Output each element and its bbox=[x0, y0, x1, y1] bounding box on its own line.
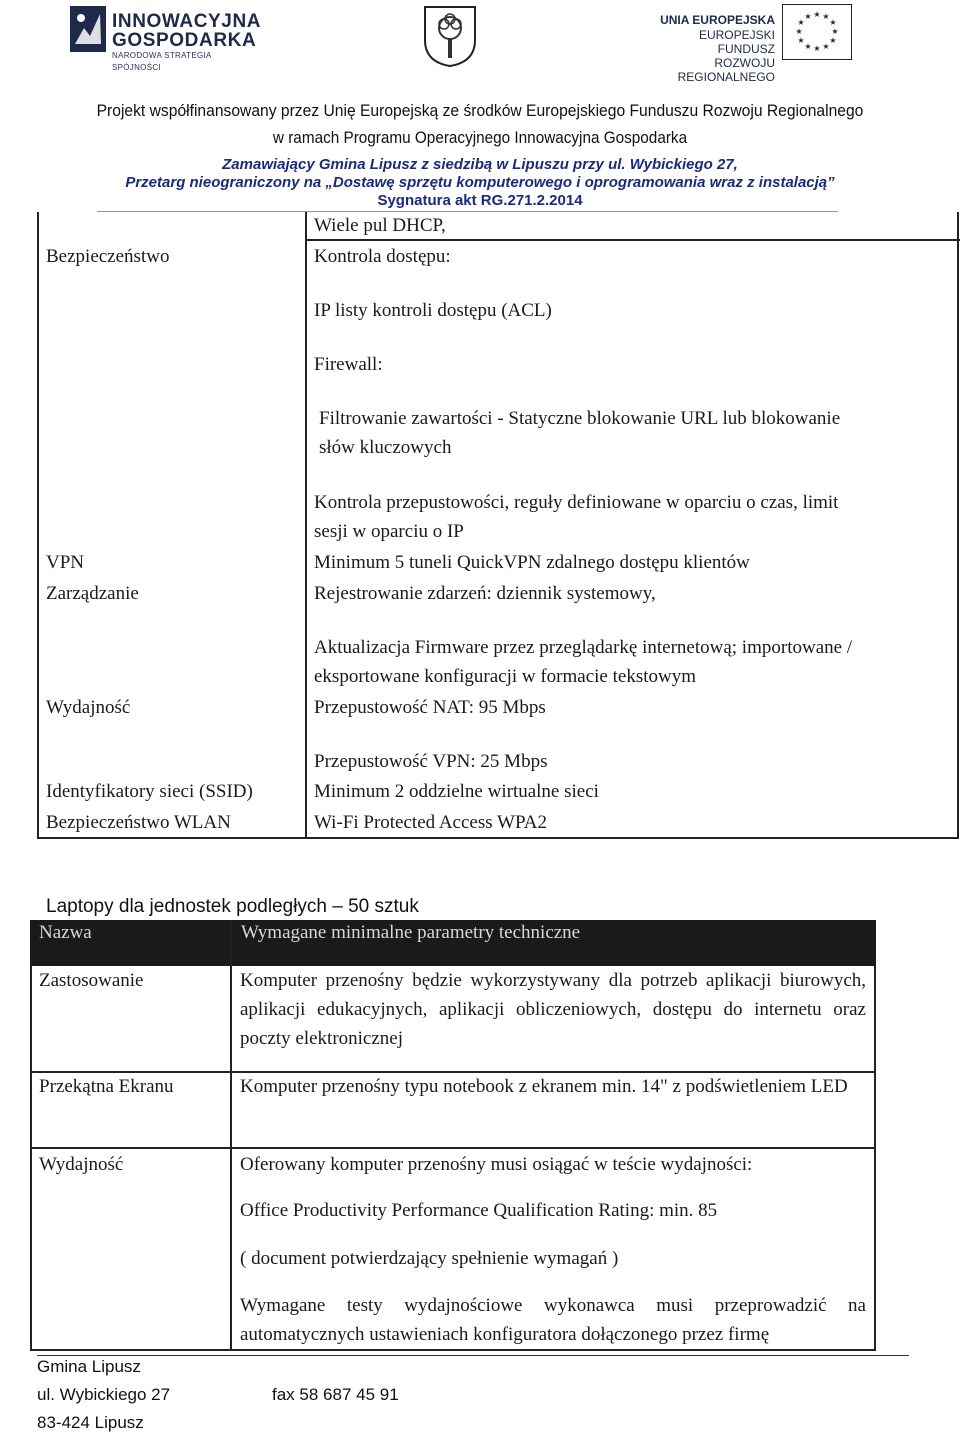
svg-text:★: ★ bbox=[822, 42, 830, 51]
value-vpn-throughput: Przepustowość VPN: 25 Mbps bbox=[314, 751, 548, 772]
label-wlan-security: Bezpieczeństwo WLAN bbox=[46, 812, 231, 833]
svg-text:★: ★ bbox=[829, 36, 837, 45]
laptops-table-column-divider bbox=[230, 920, 232, 1351]
header-reference-number: Sygnatura akt RG.271.2.2014 bbox=[377, 192, 583, 209]
header-tender-title: Przetarg nieograniczony na „Dostawę sprzętu komputerowego i oprogramowania wraz z instalacją” bbox=[125, 174, 835, 191]
svg-text:★: ★ bbox=[829, 18, 837, 27]
value-bandwidth-control-1: Kontrola przepustowości, reguły definiowane w oparciu o czas, limit bbox=[314, 492, 839, 513]
innovation-logo-line1: INNOWACYJNA bbox=[112, 11, 262, 32]
svg-text:★: ★ bbox=[804, 42, 812, 51]
laptops-header-name: Nazwa bbox=[39, 922, 92, 943]
value-nat-throughput: Przepustowość NAT: 95 Mbps bbox=[314, 697, 546, 718]
value-access-control: Kontrola dostępu: bbox=[314, 246, 451, 267]
eu-logo-line3: ROZWOJU REGIONALNEGO bbox=[677, 56, 775, 84]
value-content-filtering-2: słów kluczowych bbox=[319, 437, 452, 458]
value-laptop-performance-4: Wymagane testy wydajnościowe wykonawca musi przeprowadzić na automatycznych ustawieniach konfiguratora dołączonego przez firmę bbox=[240, 1295, 866, 1345]
footer-municipality: Gmina Lipusz bbox=[37, 1357, 141, 1376]
eu-logo-line2: EUROPEJSKI FUNDUSZ bbox=[698, 28, 775, 56]
header-programme-line: w ramach Programu Operacyjnego Innowacyjna Gospodarka bbox=[272, 128, 688, 147]
eu-flag-icon bbox=[782, 4, 852, 60]
svg-text:★: ★ bbox=[831, 27, 839, 36]
value-content-filtering-1: Filtrowanie zawartości - Statyczne blokowanie URL lub blokowanie bbox=[319, 408, 841, 429]
svg-text:★: ★ bbox=[813, 44, 821, 53]
header-cofinancing-line: Projekt współfinansowany przez Unię Europejską ze środków Europejskiego Funduszu Rozwoju Regionalnego bbox=[96, 101, 864, 120]
laptops-section-title: Laptopy dla jednostek podległych – 50 sztuk bbox=[46, 896, 419, 917]
label-ssid: Identyfikatory sieci (SSID) bbox=[46, 781, 253, 802]
eu-logo-line1: UNIA EUROPEJSKA bbox=[660, 13, 775, 27]
laptops-table-row-divider bbox=[30, 1147, 876, 1149]
footer-street: ul. Wybickiego 27 bbox=[37, 1385, 171, 1404]
value-vpn-tunnels: Minimum 5 tuneli QuickVPN zdalnego dostępu klientów bbox=[314, 552, 750, 573]
municipal-crest-icon bbox=[422, 4, 478, 68]
footer-fax: fax 58 687 45 91 bbox=[272, 1385, 399, 1404]
svg-text:★: ★ bbox=[795, 27, 803, 36]
label-screen-size: Przekątna Ekranu bbox=[39, 1076, 174, 1097]
value-laptop-performance-2: Office Productivity Performance Qualification Rating: min. 85 bbox=[240, 1200, 718, 1221]
value-firewall: Firewall: bbox=[314, 354, 383, 375]
footer-divider bbox=[37, 1355, 909, 1356]
svg-text:★: ★ bbox=[813, 10, 821, 19]
label-laptop-performance: Wydajność bbox=[39, 1154, 124, 1175]
value-laptop-performance-3: ( document potwierdzający spełnienie wymagań ) bbox=[240, 1248, 619, 1269]
svg-text:★: ★ bbox=[797, 36, 805, 45]
innovation-logo-line2: GOSPODARKA bbox=[112, 30, 257, 51]
value-dhcp: Wiele pul DHCP, bbox=[314, 215, 446, 236]
footer-postal-code: 83-424 Lipusz bbox=[37, 1413, 144, 1432]
value-bandwidth-control-2: sesji w oparciu o IP bbox=[314, 521, 464, 542]
laptops-header-requirements: Wymagane minimalne parametry techniczne bbox=[241, 922, 581, 943]
svg-text:★: ★ bbox=[804, 12, 812, 21]
value-acl: IP listy kontroli dostępu (ACL) bbox=[314, 300, 552, 321]
eu-logo-text bbox=[640, 13, 775, 84]
label-performance: Wydajność bbox=[46, 697, 131, 718]
header-contracting-authority: Zamawiający Gmina Lipusz z siedzibą w Lipuszu przy ul. Wybickiego 27, bbox=[222, 156, 738, 173]
value-firmware-2: eksportowane konfiguracji w formacie tekstowym bbox=[314, 666, 696, 687]
value-logging: Rejestrowanie zdarzeń: dziennik systemowy, bbox=[314, 583, 656, 604]
value-firmware-1: Aktualizacja Firmware przez przeglądarkę internetową; importowane / bbox=[314, 637, 853, 658]
label-management: Zarządzanie bbox=[46, 583, 139, 604]
value-laptop-performance-1: Oferowany komputer przenośny musi osiągać w teście wydajności: bbox=[240, 1154, 753, 1175]
spec-table-router-column-divider bbox=[305, 212, 307, 839]
innovation-logo-text bbox=[112, 12, 262, 74]
label-security: Bezpieczeństwo bbox=[46, 246, 170, 267]
svg-text:★: ★ bbox=[822, 12, 830, 21]
innovation-logo-tagline: NARODOWA STRATEGIA SPÓJNOŚCI bbox=[112, 51, 212, 72]
svg-text:★: ★ bbox=[797, 18, 805, 27]
value-usage: Komputer przenośny będzie wykorzystywany dla potrzeb aplikacji biurowych, aplikacji edukacyjnych, aplikacji obliczeniowych, dostępu do internetu oraz poczty elektronicznej bbox=[240, 970, 866, 1049]
innovation-logo-mark bbox=[70, 6, 106, 52]
value-ssid: Minimum 2 oddzielne wirtualne sieci bbox=[314, 781, 599, 802]
label-vpn: VPN bbox=[46, 552, 85, 573]
value-wpa: Wi-Fi Protected Access WPA2 bbox=[314, 812, 548, 833]
label-usage: Zastosowanie bbox=[39, 970, 144, 991]
value-screen-size: Komputer przenośny typu notebook z ekranem min. 14" z podświetleniem LED bbox=[240, 1076, 848, 1097]
